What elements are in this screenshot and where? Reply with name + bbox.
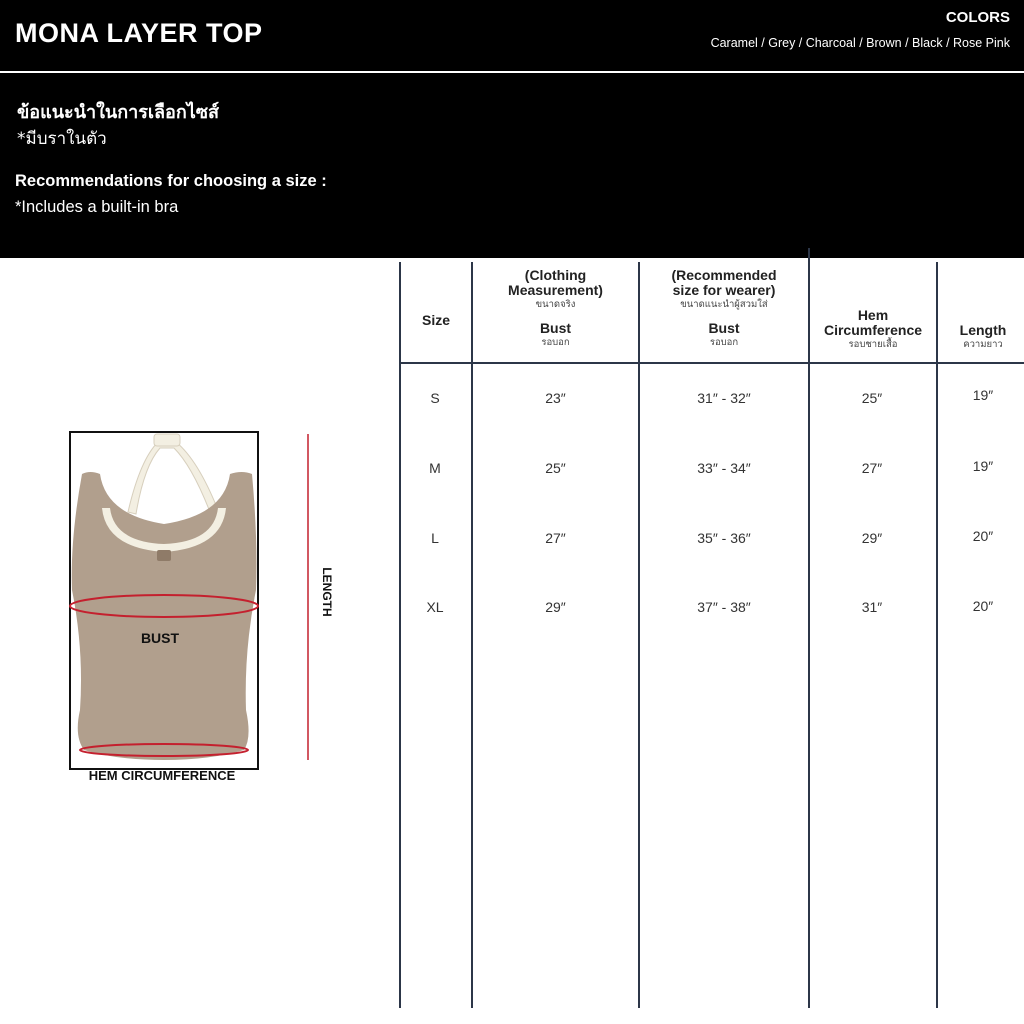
cell-size: M bbox=[429, 460, 441, 476]
cell-hem: 31″ bbox=[861, 599, 883, 615]
header-size: Size bbox=[421, 312, 450, 328]
thai-recommendation-title: ข้อแนะนำในการเลือกไซส์ bbox=[17, 102, 220, 123]
header-recommended-size: (Recommended size for wearer) ขนาดแนะนำผู้สวมใส่ Bust รอบอก bbox=[671, 267, 777, 348]
colors-label: COLORS bbox=[945, 9, 1010, 26]
table-header-rule bbox=[400, 362, 1024, 364]
table-divider-3 bbox=[638, 262, 640, 1008]
halter-strap bbox=[128, 442, 218, 514]
logo-badge bbox=[157, 550, 171, 561]
header-length: Length ความยาว bbox=[959, 322, 1007, 350]
hem-label: HEM CIRCUMFERENCE bbox=[88, 768, 236, 783]
cell-recommended-bust: 31″ - 32″ bbox=[697, 390, 751, 406]
cell-hem: 27″ bbox=[861, 460, 883, 476]
cell-bust: 23″ bbox=[545, 390, 566, 406]
cell-recommended-bust: 37″ - 38″ bbox=[697, 599, 751, 615]
cell-length: 19″ bbox=[972, 458, 994, 474]
table-divider-1 bbox=[399, 262, 401, 1008]
cell-length: 19″ bbox=[972, 387, 994, 403]
thai-bra-note: *มีบราในตัว bbox=[17, 129, 107, 149]
bra-note: *Includes a built-in bra bbox=[15, 198, 179, 216]
cell-hem: 29″ bbox=[861, 530, 883, 546]
cell-bust: 27″ bbox=[545, 530, 566, 546]
cell-length: 20″ bbox=[972, 598, 994, 614]
table-divider-2 bbox=[471, 262, 473, 1008]
header-divider bbox=[0, 71, 1024, 73]
cell-size: L bbox=[431, 530, 439, 546]
product-title: MONA LAYER TOP bbox=[15, 18, 263, 48]
header-clothing-measurement: (Clothing Measurement) ขนาดจริง Bust รอบอก bbox=[508, 267, 603, 348]
cell-length: 20″ bbox=[972, 528, 994, 544]
bust-label: BUST bbox=[140, 630, 180, 646]
cell-recommended-bust: 33″ - 34″ bbox=[697, 460, 751, 476]
header-hem-circumference: Hem Circumference รอบชายเสื้อ bbox=[823, 307, 923, 350]
colors-list: Caramel / Grey / Charcoal / Brown / Black / Rose Pink bbox=[710, 36, 1010, 50]
strap-clasp bbox=[154, 434, 180, 446]
cell-bust: 29″ bbox=[545, 599, 566, 615]
cell-hem: 25″ bbox=[861, 390, 883, 406]
garment-diagram bbox=[30, 420, 350, 790]
cell-size: XL bbox=[426, 599, 444, 615]
cell-size: S bbox=[430, 390, 440, 406]
length-label: LENGTH bbox=[320, 567, 334, 617]
recommendation-title: Recommendations for choosing a size : bbox=[15, 172, 327, 190]
cell-recommended-bust: 35″ - 36″ bbox=[697, 530, 751, 546]
header-banner bbox=[0, 0, 1024, 258]
cell-bust: 25″ bbox=[545, 460, 566, 476]
table-divider-5 bbox=[936, 262, 938, 1008]
